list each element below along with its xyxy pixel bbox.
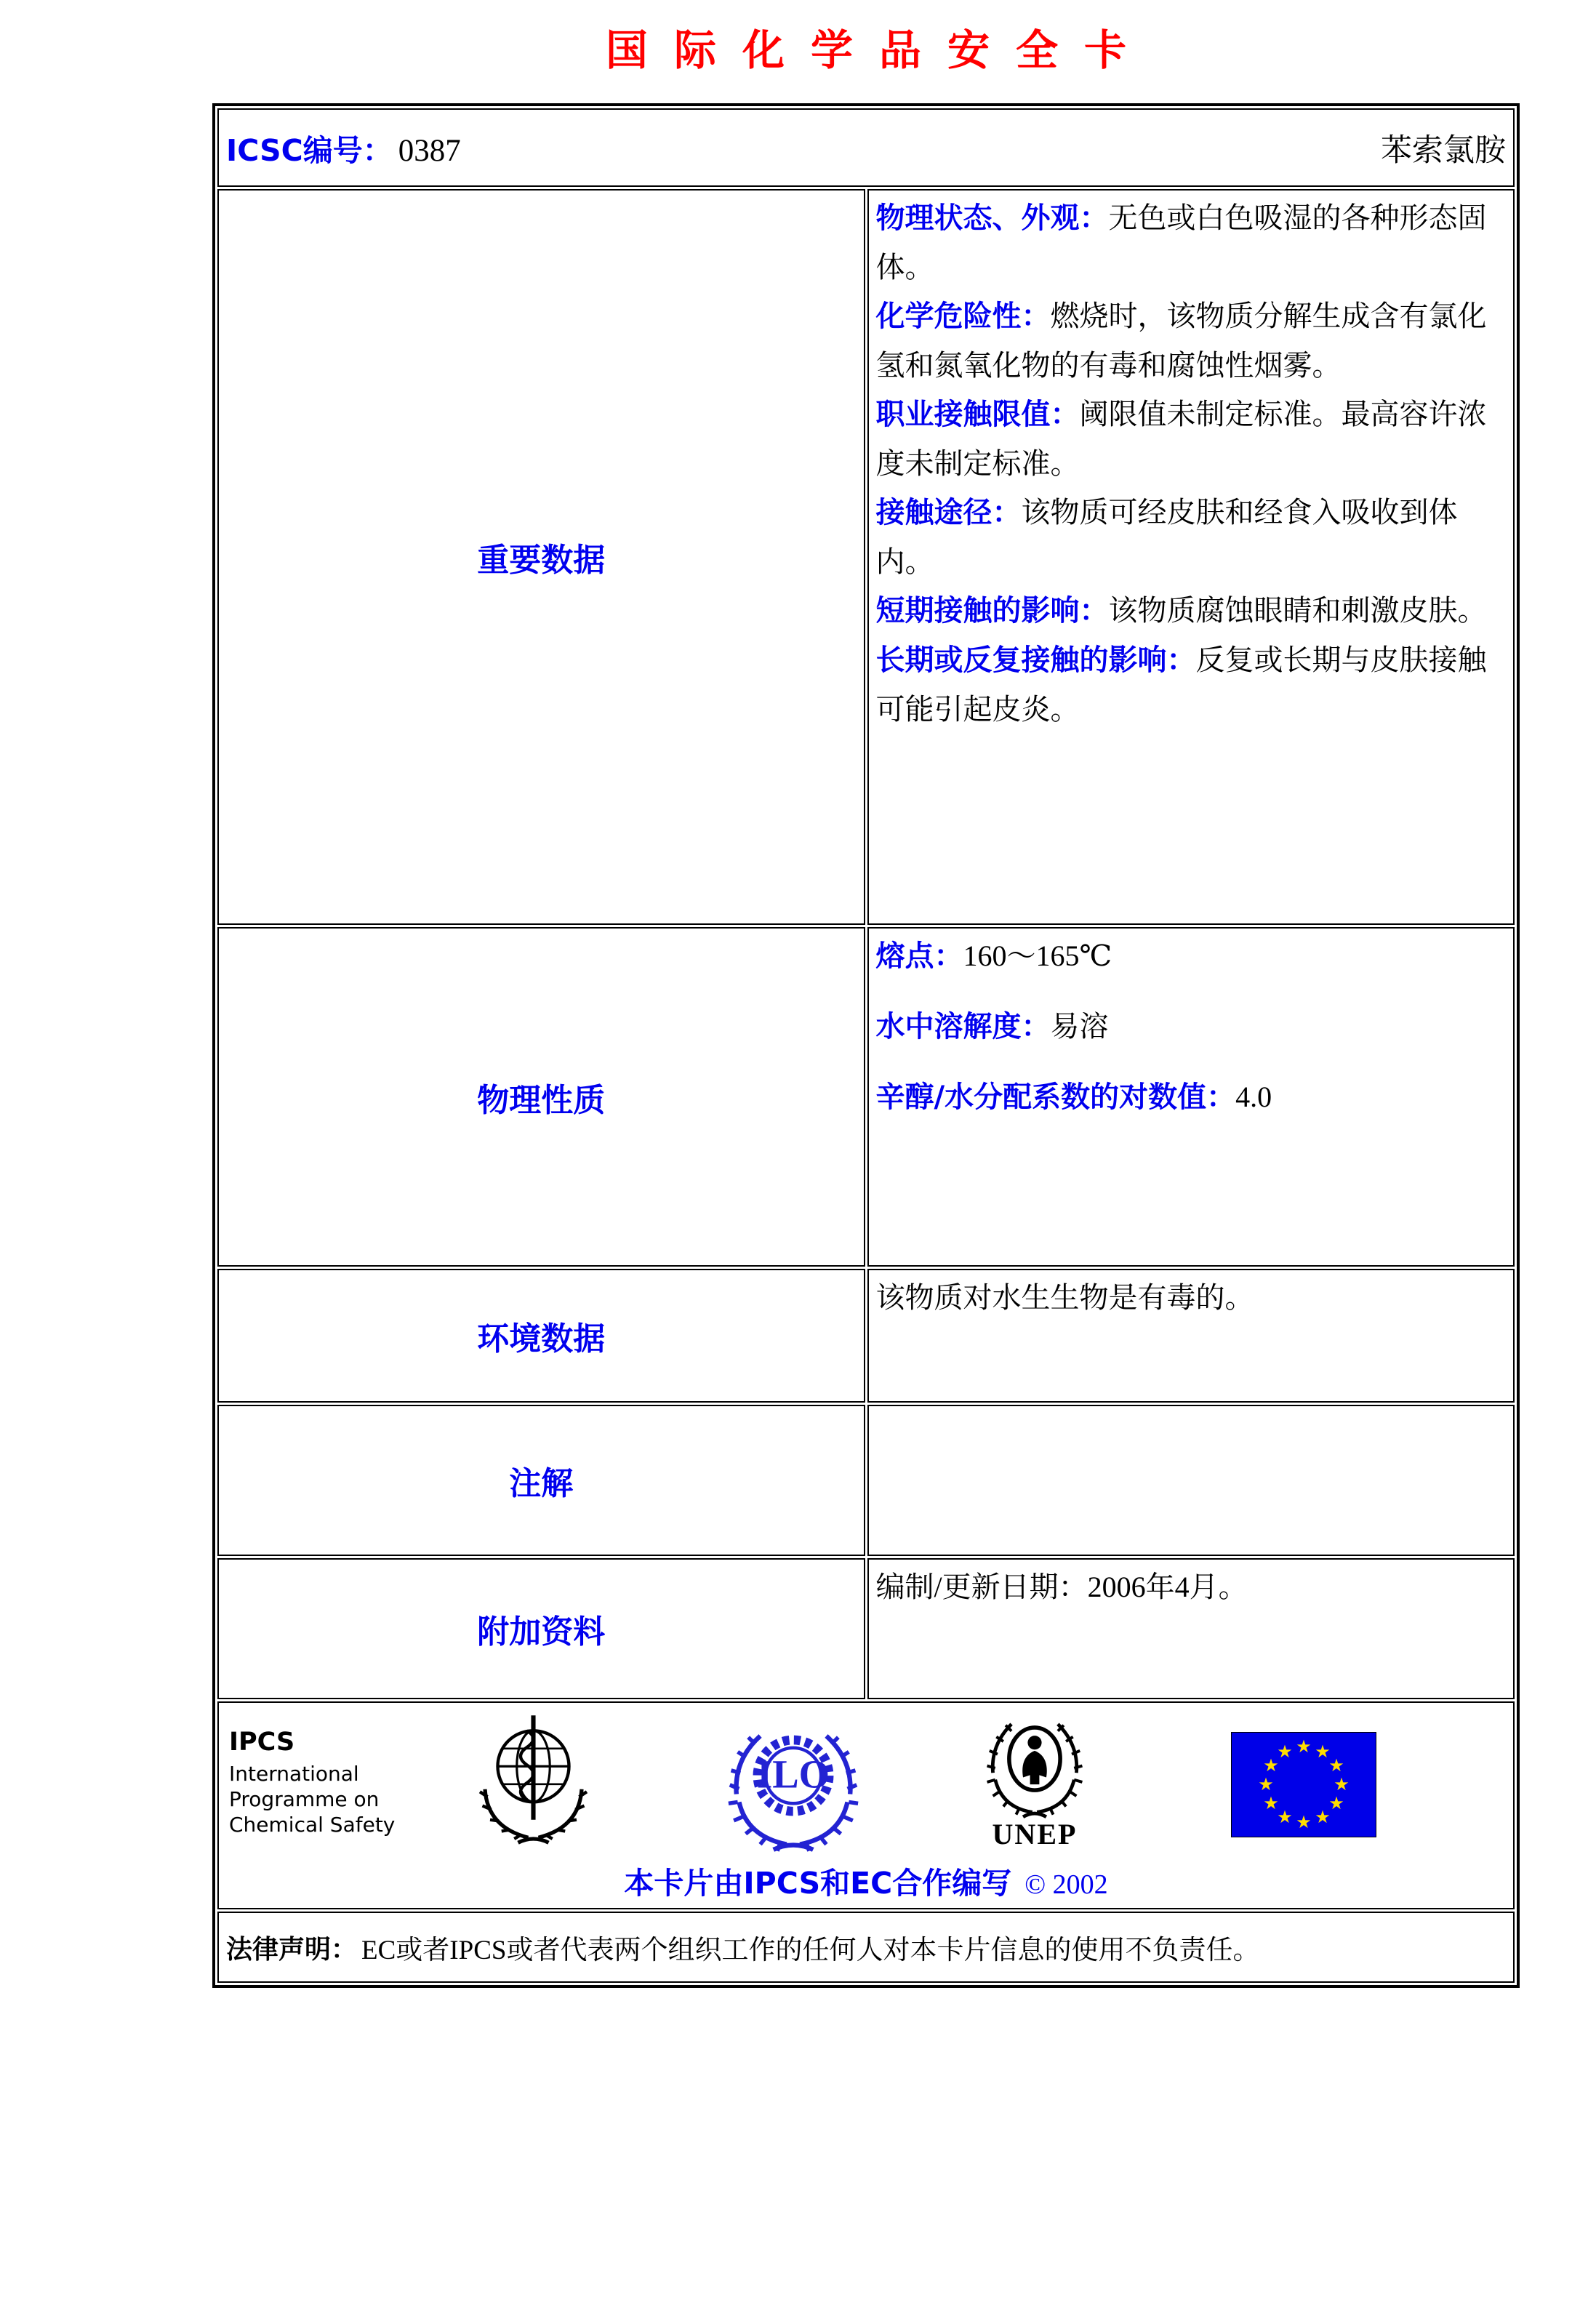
svg-text:★: ★ — [1328, 1793, 1344, 1813]
field-text: 无色或白色吸湿的各种形态固体。 — [875, 201, 1487, 284]
section-label-physical-properties: 物理性质 — [217, 927, 865, 1267]
svg-text:★: ★ — [1277, 1807, 1293, 1827]
section-label-environmental-data: 环境数据 — [217, 1269, 865, 1403]
section-label-notes: 注解 — [217, 1405, 865, 1556]
section-row-environmental-data — [217, 1269, 1515, 1403]
field-label: 长期或反复接触的影响： — [875, 643, 1196, 677]
field-line — [876, 390, 1507, 488]
header-row — [217, 108, 1515, 187]
footer-caption-text: 本卡片由IPCS和EC合作编写 — [624, 1866, 1012, 1901]
svg-text:★: ★ — [1263, 1755, 1279, 1776]
ipcs-subtitle-line: Chemical Safety — [229, 1813, 396, 1837]
ipcs-text-block — [229, 1728, 395, 1837]
field-text: 4.0 — [1235, 1080, 1272, 1113]
legal-label: 法律声明： — [226, 1934, 358, 1965]
field-text: 该物质腐蚀眼睛和刺激皮肤。 — [1108, 594, 1487, 627]
section-content-notes — [867, 1405, 1515, 1556]
svg-text:★: ★ — [1277, 1741, 1293, 1762]
svg-text:★: ★ — [1296, 1812, 1312, 1832]
section-row-important-data — [217, 189, 1515, 925]
field-label: 短期接触的影响： — [875, 594, 1109, 627]
field-text: 易溶 — [1050, 1010, 1109, 1043]
field-label: 职业接触限值： — [875, 398, 1080, 431]
field-label: 接触途径： — [875, 496, 1022, 529]
legal-cell — [217, 1912, 1515, 1983]
footer-caption — [219, 1859, 1513, 1902]
section-label-additional-information: 附加资料 — [217, 1558, 865, 1699]
field-line — [876, 1273, 1507, 1322]
icsc-number-label: ICSC编号： — [226, 132, 393, 168]
section-content-environmental-data — [867, 1269, 1515, 1403]
field-label: 水中溶解度： — [875, 1010, 1051, 1043]
field-text: 编制/更新日期：2006年4月。 — [875, 1571, 1248, 1603]
section-label-important-data: 重要数据 — [217, 189, 865, 925]
field-label: 物理状态、外观： — [875, 201, 1109, 235]
ilo-icon — [721, 1715, 866, 1856]
header-cell — [217, 108, 1515, 187]
svg-text:★: ★ — [1296, 1736, 1312, 1757]
field-line — [876, 1002, 1507, 1051]
section-row-additional-information — [217, 1558, 1515, 1699]
svg-text:★: ★ — [1315, 1807, 1331, 1827]
section-content-physical-properties — [867, 927, 1515, 1267]
ipcs-subtitle-line: International — [229, 1762, 359, 1786]
svg-text:★: ★ — [1334, 1774, 1350, 1794]
field-label: 化学危险性： — [875, 300, 1051, 333]
field-line — [876, 1563, 1507, 1611]
field-text: 阈限值未制定标准。最高容许浓度未制定标准。 — [875, 398, 1487, 480]
section-content-additional-information — [867, 1558, 1515, 1699]
svg-text:★: ★ — [1328, 1755, 1344, 1776]
ilo-letters: ILO — [756, 1752, 830, 1797]
footer-logos-cell — [217, 1701, 1515, 1909]
section-content-important-data — [867, 189, 1515, 925]
field-label: 熔点： — [875, 939, 963, 973]
unep-label: UNEP — [992, 1818, 1078, 1850]
who-icon — [470, 1710, 597, 1859]
ipcs-title: IPCS — [229, 1728, 295, 1757]
icsc-number — [226, 127, 461, 169]
field-line — [876, 488, 1507, 586]
page-title: 国际化学品安全卡 — [605, 25, 1152, 75]
legal-text: EC或者IPCS或者代表两个组织工作的任何人对本卡片信息的使用不负责任。 — [361, 1936, 1260, 1965]
footer-copyright: © 2002 — [1024, 1869, 1108, 1900]
footer-logos-row — [217, 1701, 1515, 1909]
section-row-physical-properties — [217, 927, 1515, 1267]
field-text: 该物质对水生生物是有毒的。 — [875, 1281, 1254, 1314]
eu-flag-icon — [1231, 1732, 1376, 1841]
svg-text:★: ★ — [1315, 1741, 1331, 1762]
card-table — [212, 103, 1520, 1988]
field-line — [876, 586, 1507, 635]
field-line — [876, 635, 1507, 734]
unep-icon — [977, 1710, 1093, 1851]
field-text: 反复或长期与皮肤接触可能引起皮炎。 — [875, 643, 1487, 726]
field-line — [876, 292, 1507, 390]
field-label: 辛醇/水分配系数的对数值： — [875, 1080, 1236, 1114]
field-line — [876, 193, 1507, 292]
field-text: 燃烧时，该物质分解生成含有氯化氢和氮氧化物的有毒和腐蚀性烟雾。 — [875, 300, 1487, 382]
section-row-notes — [217, 1405, 1515, 1556]
svg-text:★: ★ — [1263, 1793, 1279, 1813]
field-line — [876, 1072, 1507, 1122]
field-line — [876, 931, 1507, 981]
legal-row — [217, 1912, 1515, 1983]
icsc-number-value: 0387 — [398, 133, 461, 168]
chemical-name: 苯索氯胺 — [1381, 133, 1506, 168]
field-text: 该物质可经皮肤和经食入吸收到体内。 — [875, 496, 1458, 578]
svg-text:★: ★ — [1258, 1774, 1274, 1794]
field-text: 160～165℃ — [963, 939, 1112, 972]
ipcs-subtitle-line: Programme on — [229, 1787, 380, 1811]
